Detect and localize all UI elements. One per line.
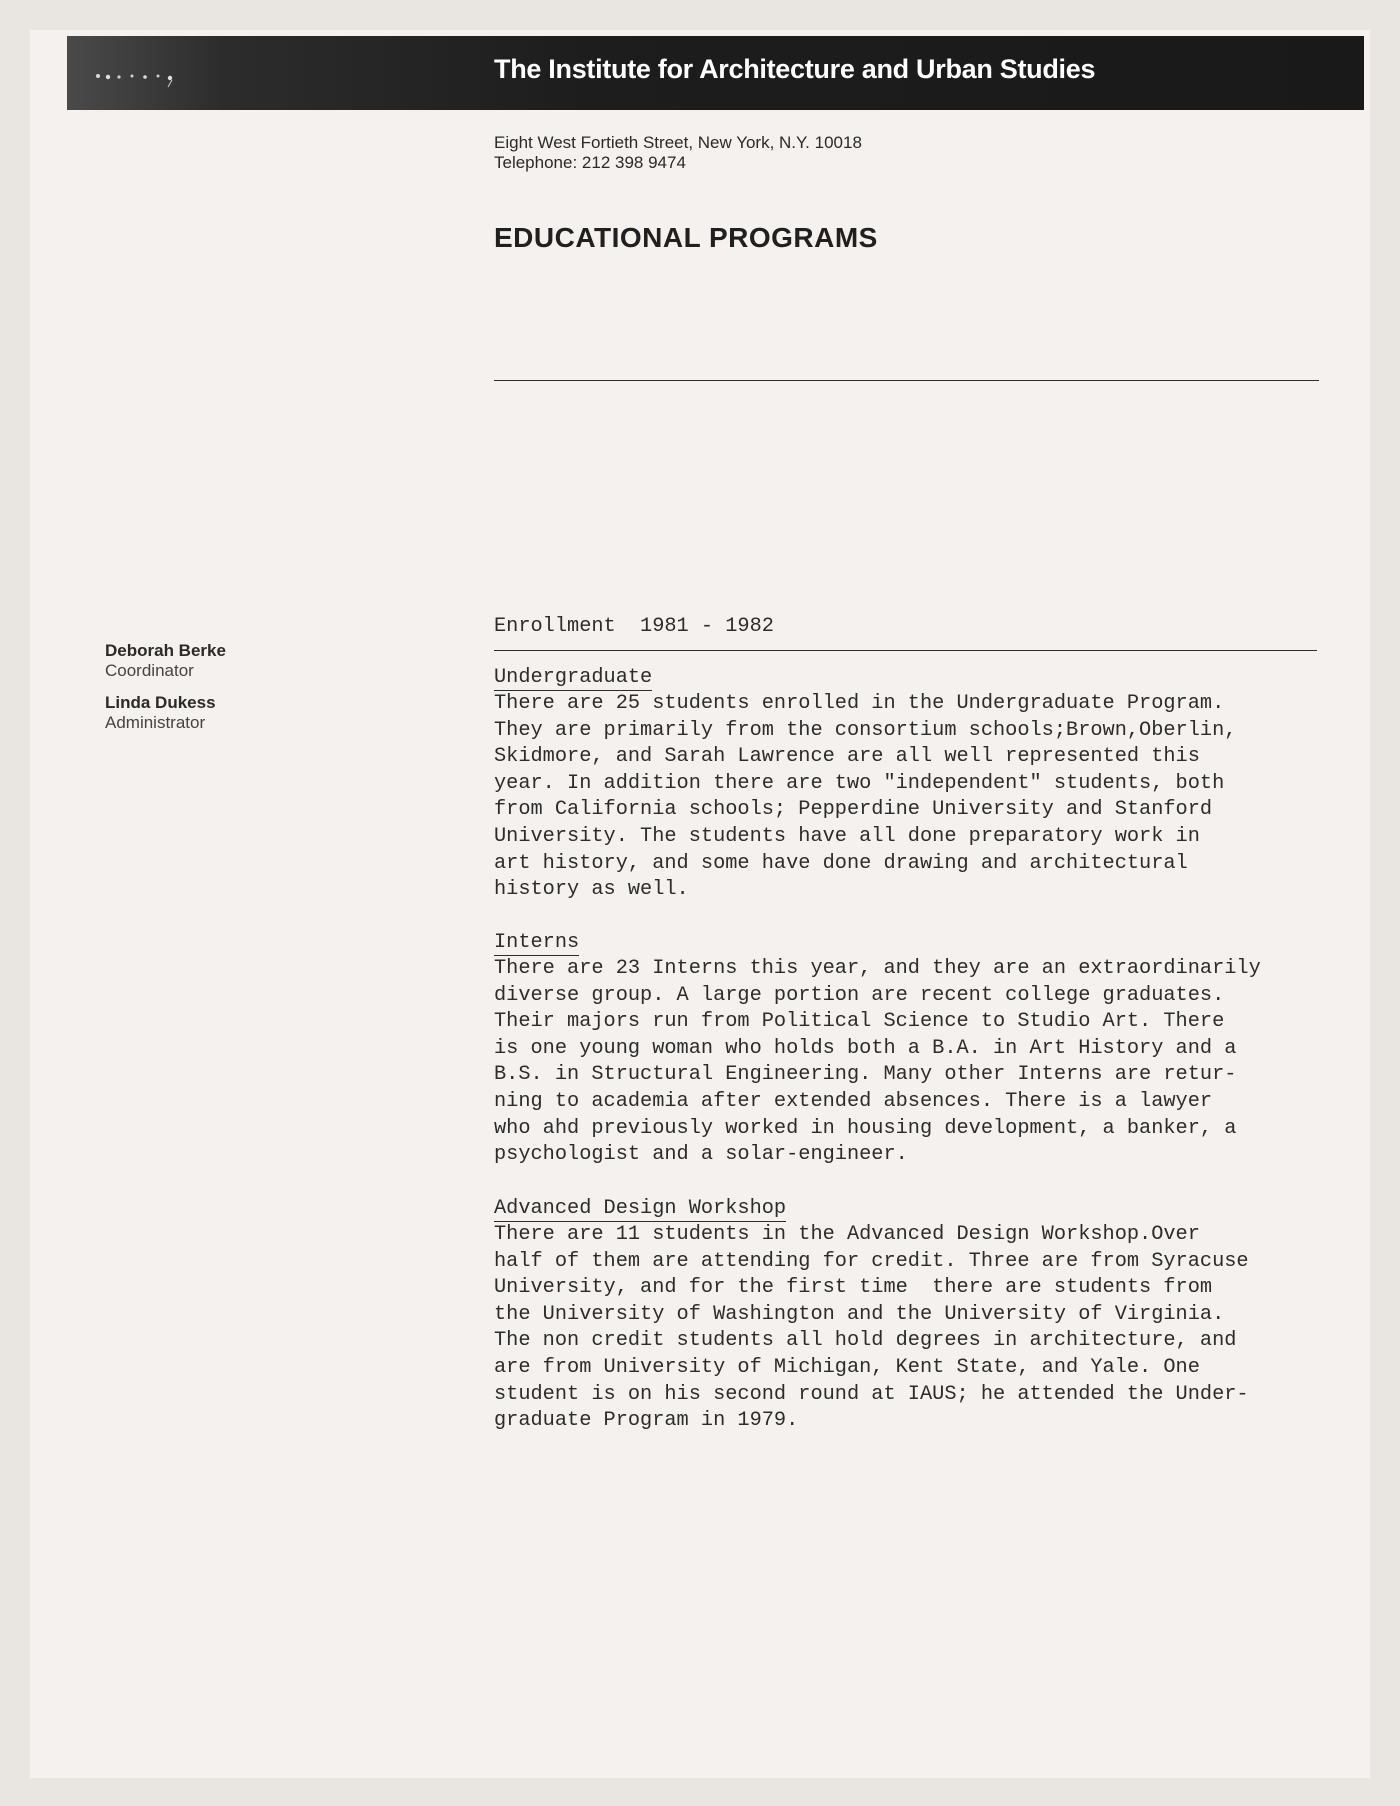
telephone-line: Telephone: 212 398 9474 (494, 153, 686, 172)
section-body (494, 1222, 1249, 1435)
section-advanced-design-workshop (494, 1197, 1249, 1435)
section-undergraduate (494, 666, 1236, 904)
text-line: University. The students have all done preparatory work in (494, 824, 1200, 848)
address-block (494, 133, 862, 173)
paper-sheet (30, 30, 1370, 1778)
text-line: the University of Washington and the University of Virginia. (494, 1302, 1225, 1326)
logo-mark-icon (92, 68, 202, 88)
text-line: from California schools; Pepperdine University and Stanford (494, 798, 1213, 822)
text-line: ning to academia after extended absences. There is a lawyer (494, 1089, 1213, 1113)
text-line: who ahd previously worked in housing development, a banker, a (494, 1116, 1237, 1140)
section-body (494, 691, 1236, 904)
text-line: diverse group. A large portion are recent college graduates. (494, 983, 1225, 1007)
staff-name: Deborah Berke (105, 641, 226, 660)
section-title: Interns (494, 931, 580, 954)
text-line: Skidmore, and Sarah Lawrence are all well represented this (494, 745, 1200, 769)
staff-list (105, 641, 226, 745)
section-interns (494, 931, 1261, 1169)
department-title: EDUCATIONAL PROGRAMS (494, 222, 878, 253)
text-line: student is on his second round at IAUS; he attended the Under- (494, 1382, 1249, 1406)
staff-name: Linda Dukess (105, 693, 216, 712)
text-line: There are 23 Interns this year, and they are an extraordinarily (494, 957, 1261, 980)
text-line: is one young woman who holds both a B.A. in Art History and a (494, 1036, 1237, 1060)
staff-role: Coordinator (105, 661, 194, 680)
text-line: graduate Program in 1979. (494, 1409, 799, 1433)
text-line: There are 11 students in the Advanced Design Workshop.Over (494, 1223, 1200, 1246)
staff-role: Administrator (105, 713, 206, 732)
text-line: are from University of Michigan, Kent State, and Yale. One (494, 1355, 1200, 1379)
section-body (494, 956, 1261, 1169)
text-line: University, and for the first time there are students from (494, 1276, 1213, 1300)
text-line: history as well. (494, 878, 689, 902)
header-divider (494, 380, 1319, 381)
enrollment-divider (494, 650, 1317, 651)
text-line: art history, and some have done drawing and architectural (494, 851, 1188, 875)
text-line: B.S. in Structural Engineering. Many other Interns are retur- (494, 1063, 1237, 1087)
text-line: half of them are attending for credit. Three are from Syracuse (494, 1249, 1249, 1273)
organization-name: The Institute for Architecture and Urban Studies (494, 54, 1096, 84)
text-line: There are 25 students enrolled in the Undergraduate Program. (494, 692, 1225, 715)
section-title: Advanced Design Workshop (494, 1197, 787, 1220)
enrollment-heading: Enrollment 1981 - 1982 (494, 615, 774, 638)
text-line: The non credit students all hold degrees in architecture, and (494, 1329, 1237, 1353)
text-line: psychologist and a solar-engineer. (494, 1143, 908, 1167)
text-line: year. In addition there are two "independent" students, both (494, 771, 1225, 795)
address-line: Eight West Fortieth Street, New York, N.Y. 10018 (494, 133, 862, 152)
section-title: Undergraduate (494, 666, 653, 689)
text-line: They are primarily from the consortium schools;Brown,Oberlin, (494, 718, 1237, 742)
text-line: Their majors run from Political Science to Studio Art. There (494, 1010, 1225, 1034)
